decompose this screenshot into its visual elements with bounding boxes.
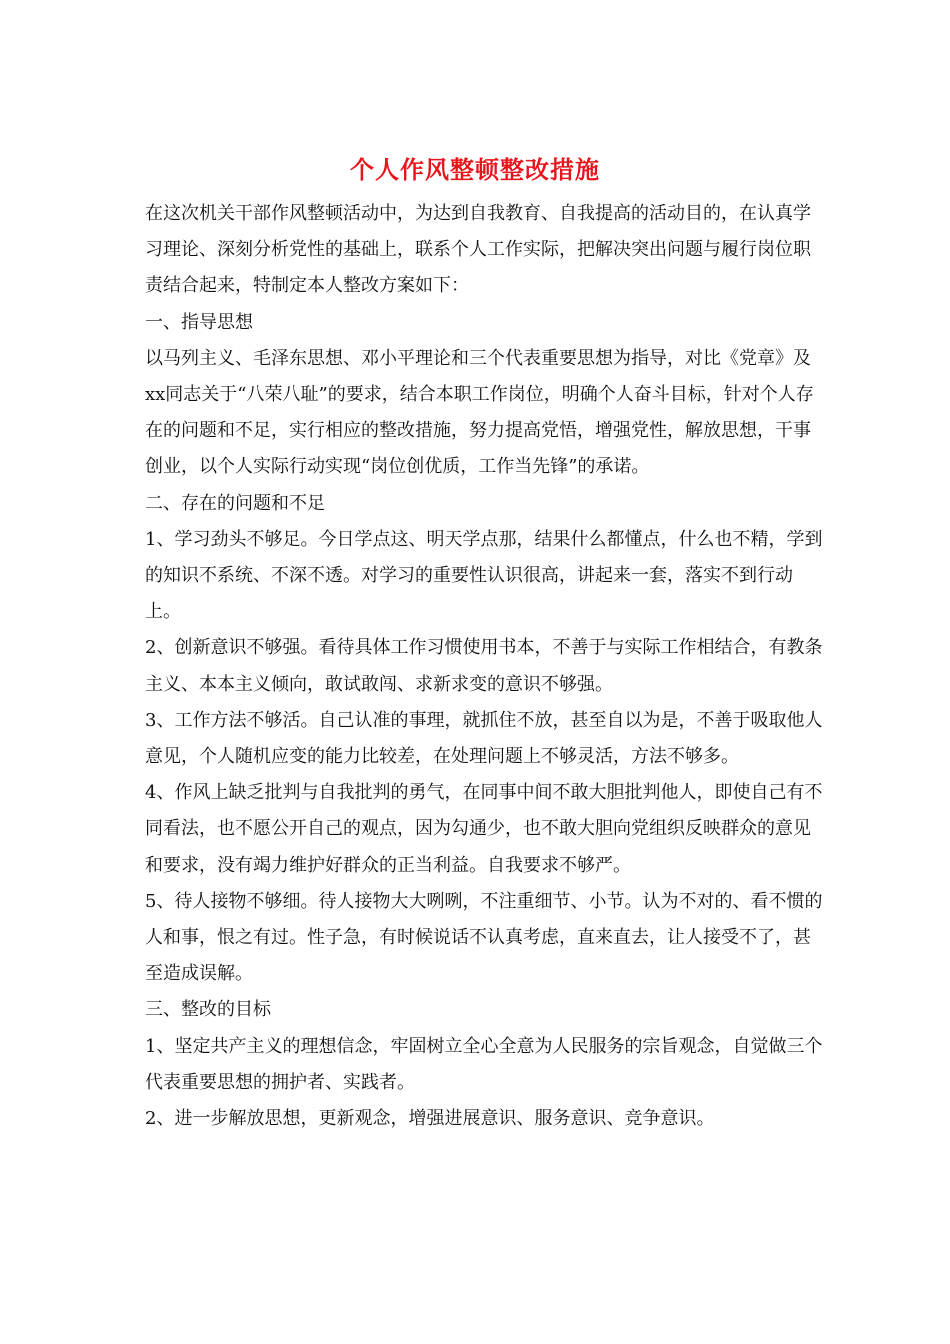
problem-item-5: 5、待人接物不够细。待人接物大大咧咧，不注重细节、小节。认为不对的、看不惯的人和事，恨之有过。性子急，有时候说话不认真考虑，直来直去，让人接受不了，甚至造成误解。 [145, 890, 823, 985]
problem-item-1: 1、学习劲头不够足。今日学点这、明天学点那，结果什么都懂点，什么也不精，学到的知识不系统、不深不透。对学习的重要性认识很高，讲起来一套，落实不到行动上。 [145, 528, 823, 623]
goal-item-2: 2、进一步解放思想，更新观念，增强进展意识、服务意识、竞争意识。 [145, 1108, 715, 1130]
problem-item-2: 2、创新意识不够强。看待具体工作习惯使用书本，不善于与实际工作相结合，有教条主义、本本主义倾向，敢试敢闯、求新求变的意识不够强。 [145, 637, 823, 695]
document-body [145, 196, 825, 1137]
section-heading-goals: 三、整改的目标 [145, 999, 271, 1021]
document-title: 个人作风整顿整改措施 [350, 155, 600, 184]
problem-item-4: 4、作风上缺乏批判与自我批判的勇气，在同事中间不敢大胆批判他人，即使自己有不同看法，也不愿公开自己的观点，因为勾通少，也不敢大胆向党组织反映群众的意见和要求，没有竭力维护好群众的正当利益。自我要求不够严。 [145, 782, 823, 876]
section-heading-problems: 二、存在的问题和不足 [145, 492, 325, 514]
intro-paragraph: 在这次机关干部作风整顿活动中，为达到自我教育、自我提高的活动目的，在认真学习理论、深刻分析党性的基础上，联系个人工作实际，把解决突出问题与履行岗位职责结合起来，特制定本人整改方案如下： [145, 203, 811, 297]
guiding-ideology-paragraph: 以马列主义、毛泽东思想、邓小平理论和三个代表重要思想为指导，对比《党章》及xx同志关于“八荣八耻”的要求，结合本职工作岗位，明确个人奋斗目标，针对个人存在的问题和不足，实行相应的整改措施，努力提高党悟，增强党性，解放思想，干事创业，以个人实际行动实现“岗位创优质，工作当先锋”的承诺。 [145, 347, 814, 478]
problem-item-3: 3、工作方法不够活。自己认准的事理，就抓住不放，甚至自以为是，不善于吸取他人意见，个人随机应变的能力比较差，在处理问题上不够灵活，方法不够多。 [145, 709, 823, 768]
goal-item-1: 1、坚定共产主义的理想信念，牢固树立全心全意为人民服务的宗旨观念，自觉做三个代表重要思想的拥护者、实践者。 [145, 1035, 823, 1093]
section-heading-guiding-ideology: 一、指导思想 [145, 311, 253, 333]
